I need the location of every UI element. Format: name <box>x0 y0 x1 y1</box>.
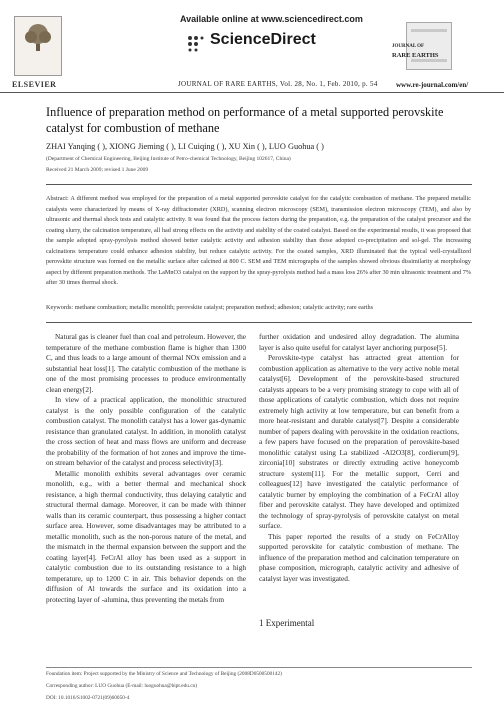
publisher-name: ELSEVIER <box>12 80 57 89</box>
paragraph: Natural gas is cleaner fuel than coal and petroleum. However, the temperature of the methane combustion flame is higher than 1300 C, and thus leads to a large amount of thermal NOx emission and a substantial heat loss[1]. The catalytic combustion of the methane is one of the most promising processes to produce environmentally clean energy[2]. <box>46 332 246 394</box>
journal-thumb-name: RARE EARTHS <box>392 52 439 59</box>
doi-footnote: DOI: 10.1016/S1002-0721(09)60050-4 <box>46 695 130 701</box>
journal-citation: JOURNAL OF RARE EARTHS, Vol. 28, No. 1, Feb. 2010, p. 54 <box>178 80 378 88</box>
paragraph: In view of a practical application, the monolithic structured catalyst is the only possible configuration of the catalytic combustion catalyst. The monolith catalyst has a lower gas-dynamic resistance than granulated catalyst. In addition, in monolith catalyst the cross section of heat and mass flows are uniform and decrease the probability of the formation of hot zones and improve the time-on stream behavior of the catalyst and process selectivity[3]. <box>46 395 246 467</box>
sciencedirect-wordmark: ScienceDirect <box>210 31 316 48</box>
keywords: Keywords: methane combustion; metallic monolith; perovskite catalyst; preparation method; adhesion; catalytic activity; rare earths <box>46 304 373 311</box>
paragraph: further oxidation and undesired alloy degradation. The alumina layer is also quite useful for catalyst layer anchoring purpose[5]. <box>259 332 459 352</box>
body-column-right <box>259 332 459 584</box>
footnote-rule <box>46 667 472 668</box>
elsevier-tree-icon <box>21 23 55 53</box>
sciencedirect-dots-icon <box>186 34 204 52</box>
abstract: Abstract: A different method was employed for the preparation of a metal supported perovskite catalyst for the catalytic combustion of methane. The prepared metallic catalysts were characterized by means of X-ray diffractometer (XRD), scanning electron microscopy (SEM), transmission electron microscopy (TEM), and also by ultrasonic and thermal shock tests and catalytic activity. It was found that the process factors during the preparation, e.g. the preparation of the catalyst precursor and the coating slurry, the calcination temperature, all had strong effects on the activity and stability of the coated catalyst. Based on the experimental results, it was proposed that the sample adopted spray-pyrolysis method showed better catalytic activity and adhesion stability than those adopted co-precipitation and sol-gel. The increasing calcinations temperature could enhance adhesion stability, but reduce catalytic activity. For the coated samples, XRD illuminated that the typical well-crystallized perovskite structure was formed on the metallic surface after calcined at 800 C. SEM and TEM micrographs of the samples showed obvious dissimilarity at morphology aspect by different preparation methods. The LaMnO3 catalyst on the support by the spray-pyrolysis method had a mass loss 26% after 30 min ultrasonic treatment and 7% after 30 times thermal shock. <box>46 195 471 286</box>
abstract-top-rule <box>46 184 472 185</box>
sciencedirect-logo <box>186 30 326 56</box>
paragraph: Metallic monolith exhibits several advantages over ceramic monolith, e.g., with a better thermal and mechanical shock resistance, a high thermal conductivity, thus delaying catalytic and structural thermal damage. Moreover, it can be made with thinner walls than its ceramic counterpart, thus possessing a higher contact surface area. However, some disadvantages may be attributed to a metallic monolith, such as the non-porous nature of the metal, and the mismatch in the thermal expansion between the support and the coating layer[4]. FeCrAl alloy has been used as a support in catalytic combustion due to its outstanding resistance to a high temperature, up to 1200 C in air. This behavior depends on the diffusion of Al towards the surface and its oxidation into a protecting layer of -alumina, thus preventing the metals from <box>46 468 246 604</box>
corresponding-footnote: Corresponding author: LUO Guohua (E-mail: luoguohua@bipt.edu.cn) <box>46 683 197 689</box>
cover-line <box>411 29 447 32</box>
foundation-footnote: Foundation item: Project supported by the Ministry of Science and Technology of Beijing (2008D0500500142) <box>46 671 282 677</box>
journal-url-link[interactable]: www.re-journal.com/en/ <box>396 81 469 89</box>
body-column-left <box>46 332 246 605</box>
elsevier-logo <box>14 16 62 76</box>
paragraph: Perovskite-type catalyst has attracted great attention for combustion application as alternative to the very active noble metal catalyst[6]. Development of the perovskite-based structured catalysts appears to be a very promising strategy to cope with all of those applications of catalytic combustion, which does not require extremely high activity at low temperature, but can benefit from a more heat-resistant and durable catalyst[7]. Despite a considerable number of papers dealing with perovskite in the oxidation reactions, a few papers have focused on the preparation of perovskite-based monolithic catalyst using La stabilized -Al2O3[8], cordierum[9], zirconia[10] substrates or directly extruding active honeycomb structure system[11]. For the metallic support, Cerri and colleagues[12] have investigated the catalytic performance of catalytic burner by employing the combination of a FeCrAl alloy fiber and perovskite catalyst. They have developed and optimized the technology of spray-pyrolysis of perovskite catalyst on metal surface. <box>259 353 459 530</box>
received-date: Received 21 March 2009; revised 1 June 2009 <box>46 167 149 173</box>
author-list: ZHAI Yanqing ( ), XIONG Jieming ( ), LI Cuiqing ( ), XU Xin ( ), LUO Guohua ( ) <box>46 142 324 151</box>
journal-thumb-label: JOURNAL OF <box>392 44 425 49</box>
section-heading: 1 Experimental <box>259 618 315 628</box>
available-online-text: Available online at www.sciencedirect.com <box>180 14 363 24</box>
affiliation: (Department of Chemical Engineering, Beijing Institute of Petro-chemical Technology, Beijing 102617, China) <box>46 156 291 162</box>
article-title: Influence of preparation method on performance of a metal supported perovskite catalyst for combustion of methane <box>46 105 444 135</box>
abstract-bottom-rule <box>46 322 472 323</box>
header-rule <box>0 92 504 93</box>
paragraph: This paper reported the results of a study on FeCrAlloy supported perovskite for catalytic combustion of methane. The influence of the preparation method and calcination temperature on phase composition, micrograph, catalytic activity and adhesive of catalyst layer was investigated. <box>259 531 459 583</box>
cover-line <box>411 59 447 62</box>
